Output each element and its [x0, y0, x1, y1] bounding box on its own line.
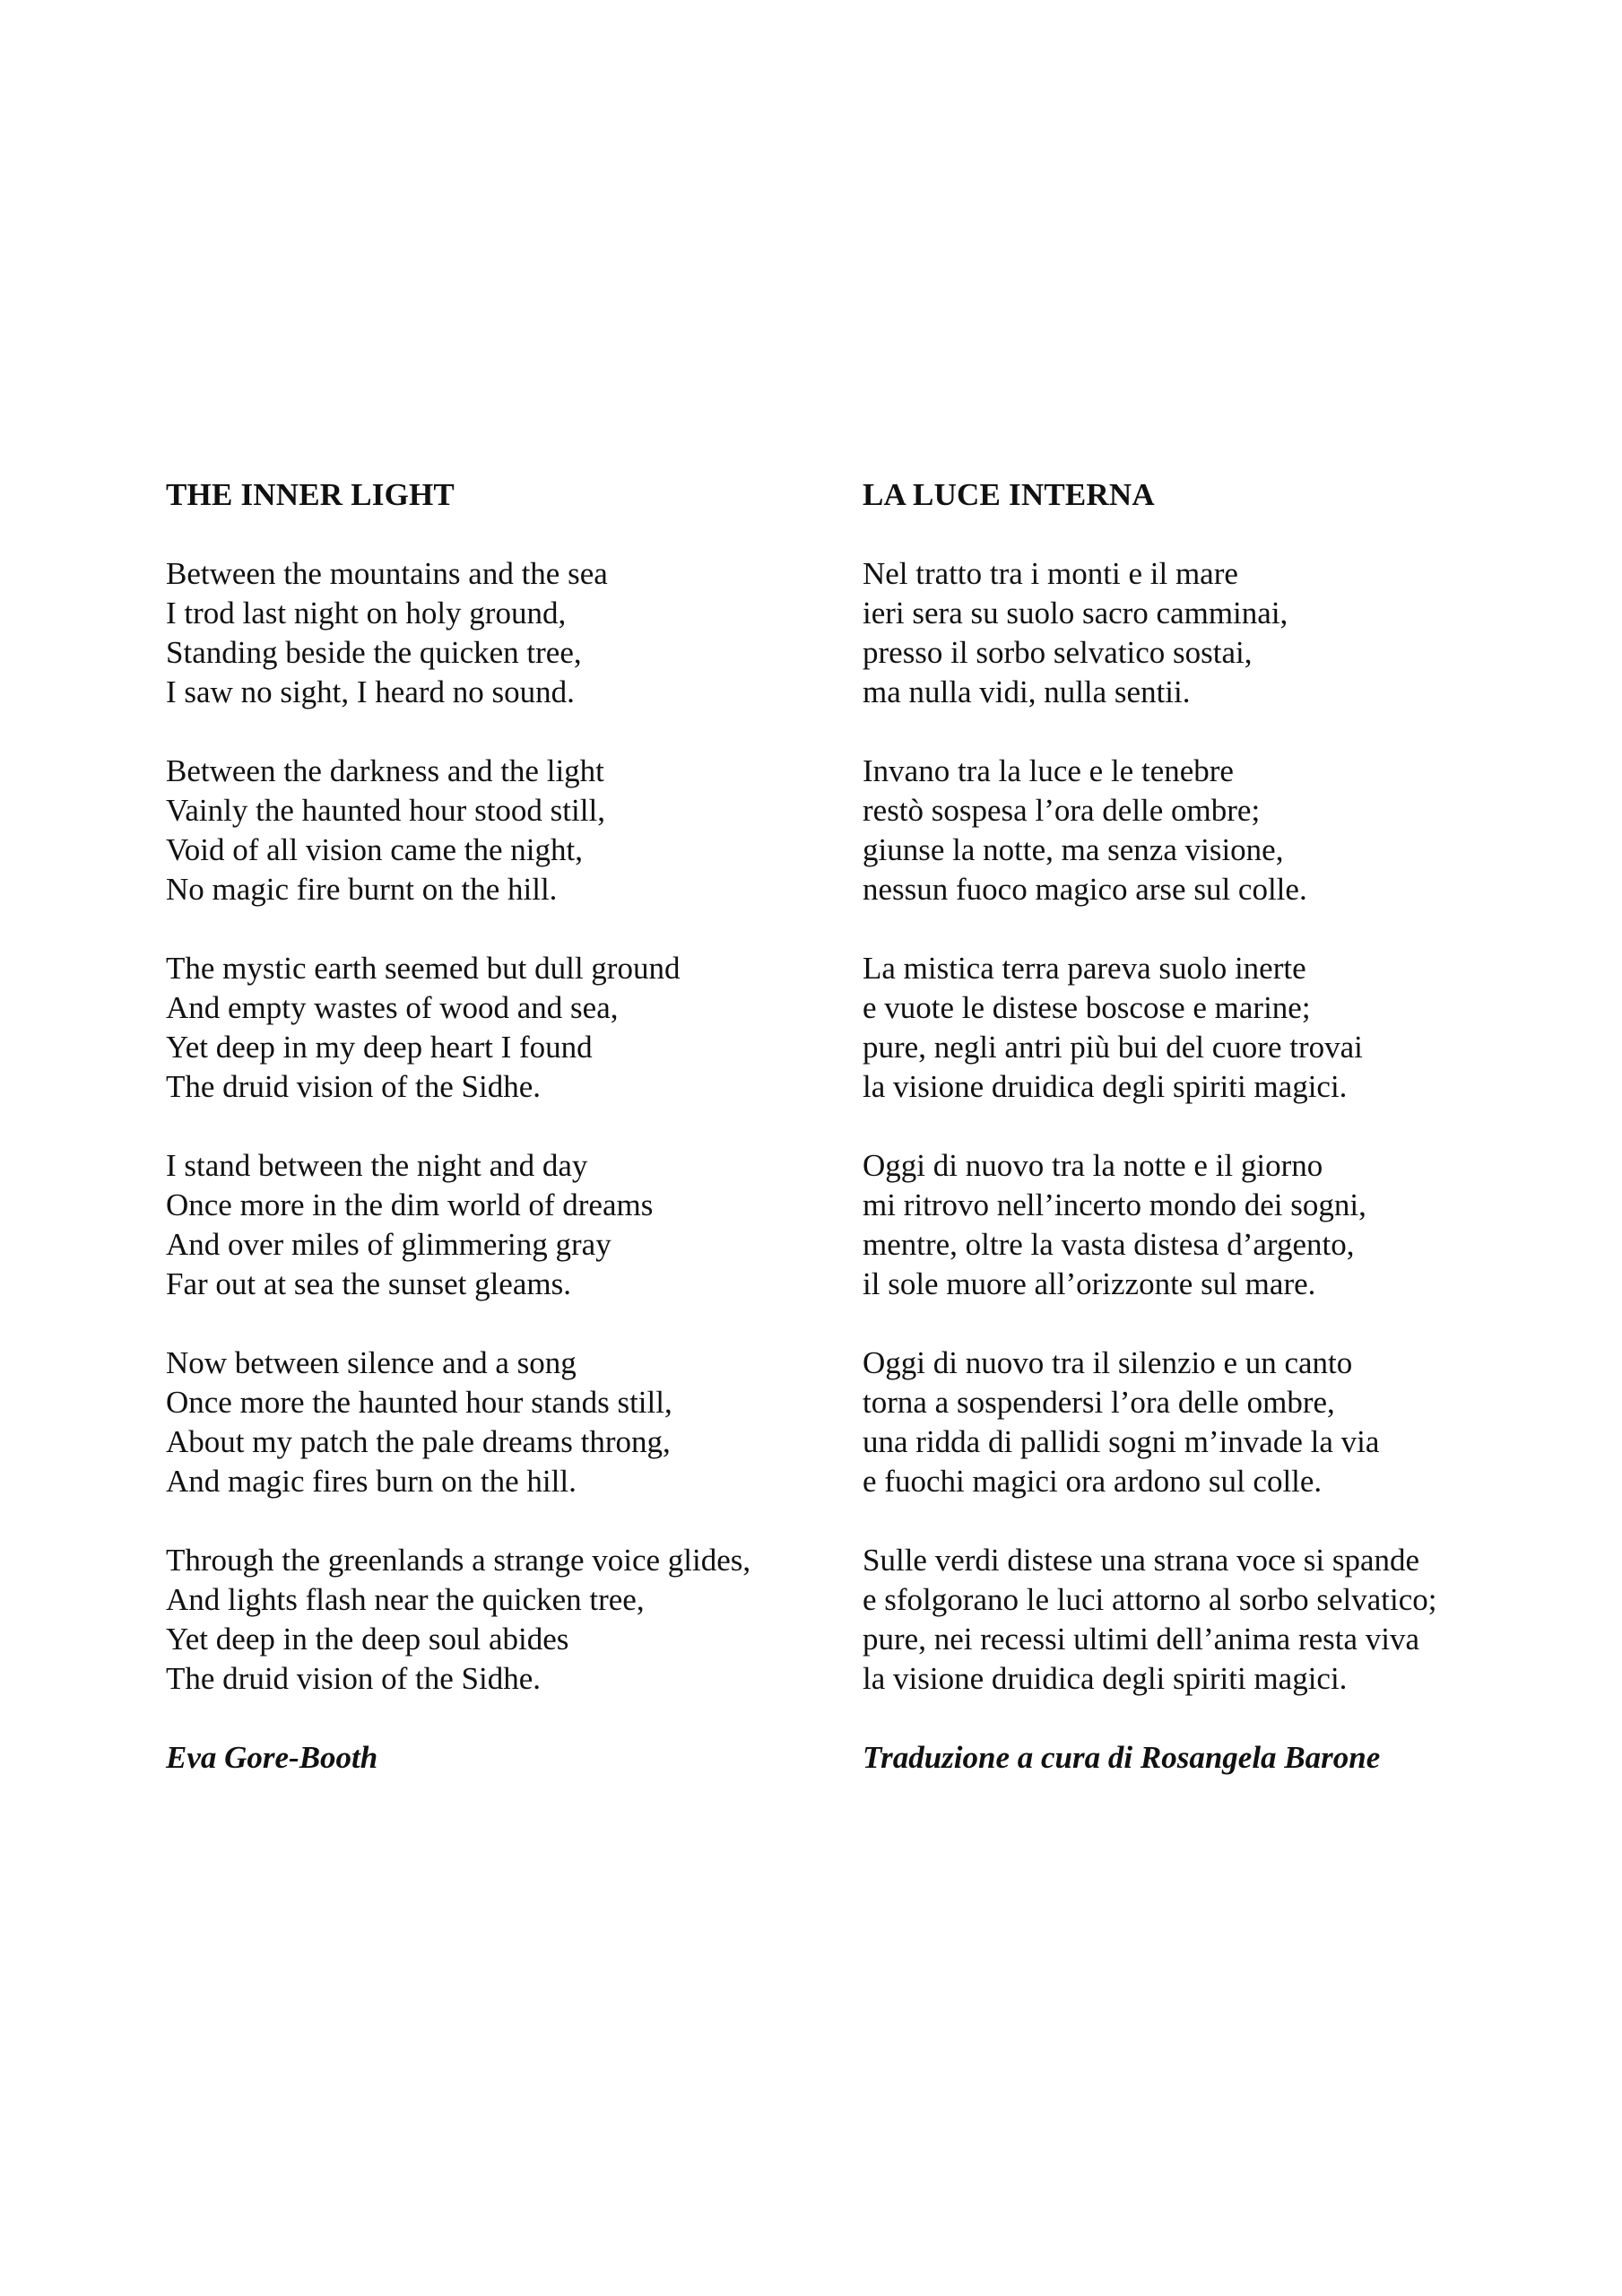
poem-line: Void of all vision came the night, [166, 832, 583, 867]
poem-line: Oggi di nuovo tra la notte e il giorno [863, 1148, 1323, 1183]
poem-line: Yet deep in the deep soul abides [166, 1622, 569, 1657]
poem-line: Once more the haunted hour stands still, [166, 1385, 672, 1420]
poem-line: presso il sorbo selvatico sostai, [863, 635, 1253, 670]
poem-line: Standing beside the quicken tree, [166, 635, 582, 670]
poem-line: mentre, oltre la vasta distesa d’argento, [863, 1227, 1355, 1262]
poem-line: I trod last night on holy ground, [166, 596, 567, 631]
poem-line: pure, negli antri più bui del cuore trovai [863, 1030, 1363, 1065]
original-stanza-4 [166, 1146, 865, 1304]
poem-line: Sulle verdi distese una strana voce si spande [863, 1543, 1420, 1578]
poem-line: The druid vision of the Sidhe. [166, 1661, 542, 1696]
poem-line: torna a sospendersi l’ora delle ombre, [863, 1385, 1335, 1420]
original-stanza-6 [166, 1541, 865, 1699]
poem-line: And lights flash near the quicken tree, [166, 1582, 645, 1617]
translation-stanza-2 [863, 752, 1580, 909]
translation-stanza-4 [863, 1146, 1580, 1304]
poem-line: No magic fire burnt on the hill. [166, 872, 558, 907]
poem-line: Far out at sea the sunset gleams. [166, 1266, 571, 1301]
poem-line: Vainly the haunted hour stood still, [166, 793, 605, 828]
original-stanza-3 [166, 949, 865, 1107]
translation-poem-column [863, 475, 1580, 1778]
poem-line: Once more in the dim world of dreams [166, 1187, 654, 1222]
translation-stanza-6 [863, 1541, 1580, 1699]
poem-line: Through the greenlands a strange voice glides, [166, 1543, 751, 1578]
poem-line: e vuote le distese boscose e marine; [863, 990, 1311, 1025]
translation-stanza-3 [863, 949, 1580, 1107]
poem-line: The druid vision of the Sidhe. [166, 1069, 542, 1104]
poem-line: la visione druidica degli spiriti magici. [863, 1661, 1348, 1696]
poem-line: la visione druidica degli spiriti magici. [863, 1069, 1348, 1104]
poem-line: Yet deep in my deep heart I found [166, 1030, 593, 1065]
poem-line: e fuochi magici ora ardono sul colle. [863, 1464, 1323, 1499]
poem-line: Now between silence and a song [166, 1345, 577, 1380]
poem-line: Between the darkness and the light [166, 753, 604, 788]
poem-line: una ridda di pallidi sogni m’invade la via [863, 1424, 1380, 1459]
poem-line: I stand between the night and day [166, 1148, 588, 1183]
original-title: THE INNER LIGHT [166, 477, 455, 512]
poem-line: giunse la notte, ma senza visione, [863, 832, 1284, 867]
poem-line: Oggi di nuovo tra il silenzio e un canto [863, 1345, 1353, 1380]
poem-line: ma nulla vidi, nulla sentii. [863, 674, 1191, 709]
original-poem-column [166, 475, 865, 1778]
original-stanza-5 [166, 1344, 865, 1501]
translator-credit: Traduzione a cura di Rosangela Barone [863, 1740, 1381, 1775]
translation-stanza-5 [863, 1344, 1580, 1501]
poem-line: La mistica terra pareva suolo inerte [863, 951, 1306, 986]
poem-line: il sole muore all’orizzonte sul mare. [863, 1266, 1316, 1301]
poem-line: e sfolgorano le luci attorno al sorbo selvatico; [863, 1582, 1437, 1617]
poem-line: The mystic earth seemed but dull ground [166, 951, 681, 986]
poem-line: I saw no sight, I heard no sound. [166, 674, 575, 709]
poem-line: Nel tratto tra i monti e il mare [863, 556, 1238, 591]
poem-line: And empty wastes of wood and sea, [166, 990, 619, 1025]
poem-line: And magic fires burn on the hill. [166, 1464, 577, 1499]
original-stanza-1 [166, 554, 865, 712]
poem-line: And over miles of glimmering gray [166, 1227, 612, 1262]
original-stanza-2 [166, 752, 865, 909]
translation-title: LA LUCE INTERNA [863, 477, 1155, 512]
author-signature: Eva Gore-Booth [166, 1740, 378, 1775]
poem-line: mi ritrovo nell’incerto mondo dei sogni, [863, 1187, 1366, 1222]
poem-line: About my patch the pale dreams throng, [166, 1424, 671, 1459]
translation-stanza-1 [863, 554, 1580, 712]
poem-line: Invano tra la luce e le tenebre [863, 753, 1234, 788]
poem-line: Between the mountains and the sea [166, 556, 608, 591]
poem-line: pure, nei recessi ultimi dell’anima resta viva [863, 1622, 1420, 1657]
poem-line: ieri sera su suolo sacro camminai, [863, 596, 1288, 631]
poem-line: nessun fuoco magico arse sul colle. [863, 872, 1307, 907]
poem-line: restò sospesa l’ora delle ombre; [863, 793, 1261, 828]
